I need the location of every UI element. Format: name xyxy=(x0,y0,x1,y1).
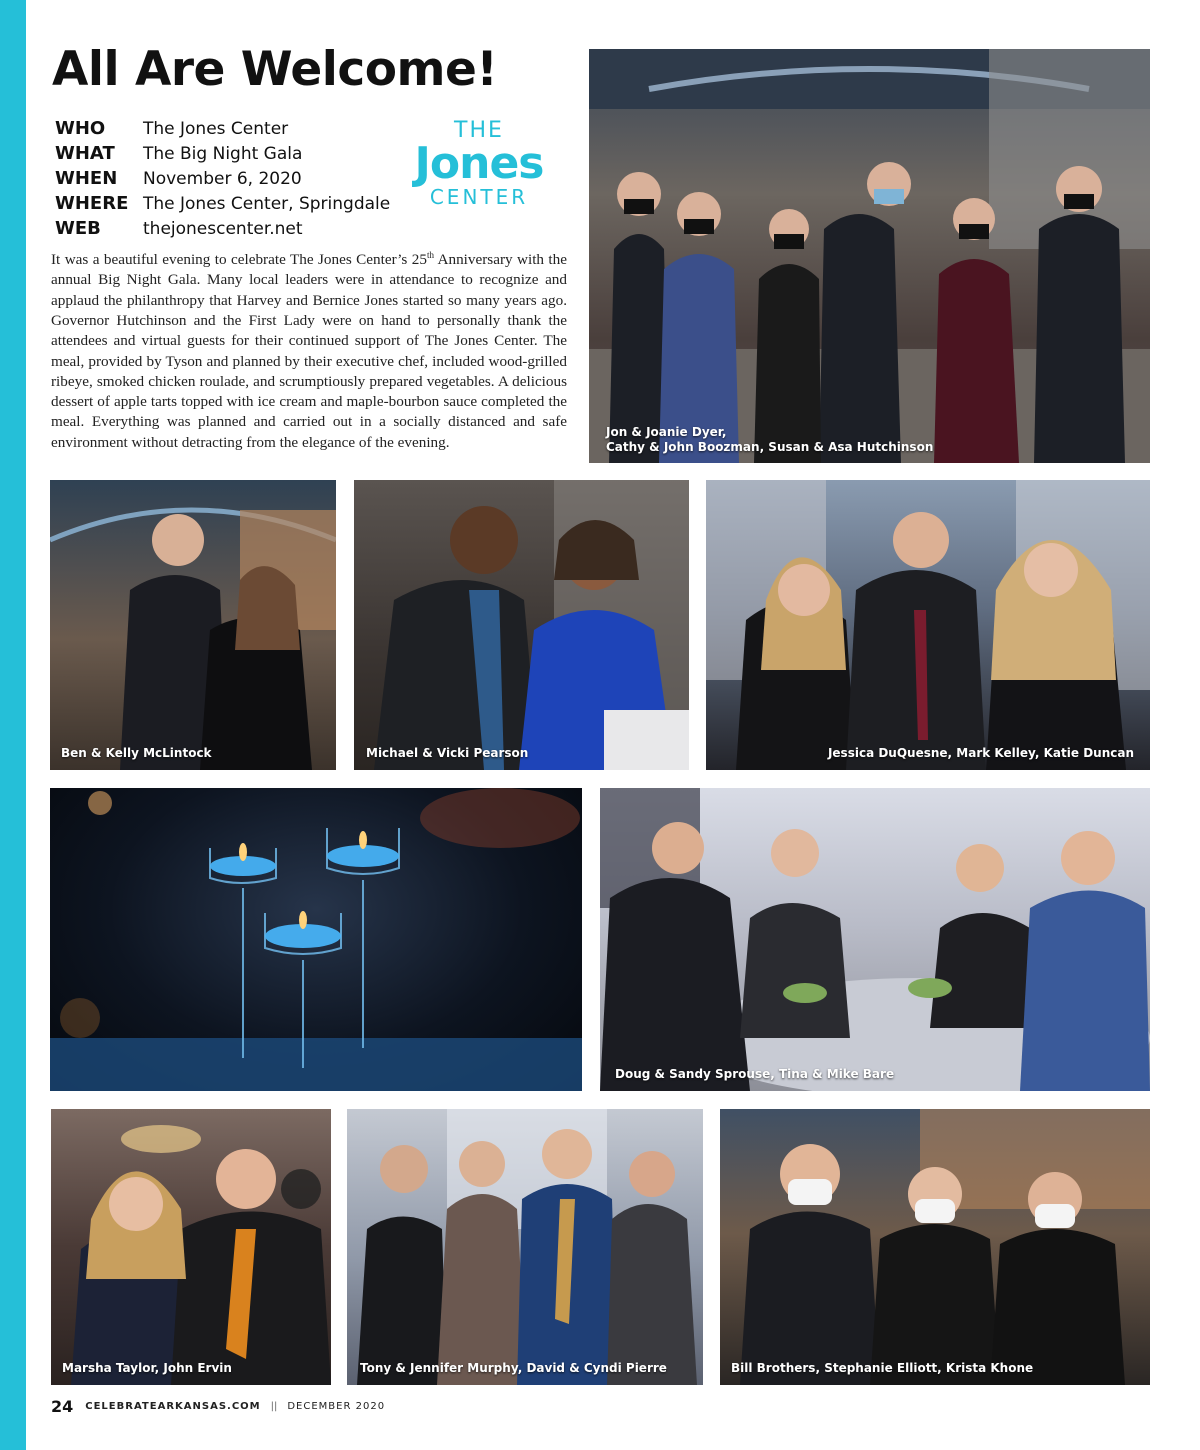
logo-line-jones: Jones xyxy=(414,138,544,189)
photo-placeholder-image xyxy=(706,480,1150,770)
fact-web xyxy=(55,216,390,241)
logo-line-center: CENTER xyxy=(429,185,529,209)
photo-caption: Doug & Sandy Sprouse, Tina & Mike Bare xyxy=(615,1067,895,1081)
photo-brothers-elliott-khone xyxy=(720,1109,1150,1385)
page-title: All Are Welcome! xyxy=(52,42,498,97)
logo-line-the: THE xyxy=(454,118,504,143)
photo-placeholder-image xyxy=(589,49,1150,463)
fact-label: WHAT xyxy=(55,143,115,164)
photo-placeholder-image xyxy=(354,480,689,770)
photo-duquesne-kelley-duncan xyxy=(706,480,1150,770)
fact-value: The Jones Center, Springdale xyxy=(143,193,391,214)
event-facts xyxy=(55,116,390,241)
photo-caption: Michael & Vicki Pearson xyxy=(366,746,529,760)
fact-where xyxy=(55,191,390,216)
photo-taylor-ervin xyxy=(51,1109,331,1385)
website-link[interactable]: thejonescenter.net xyxy=(143,218,303,239)
photo-dyer-boozman-hutchinson xyxy=(589,49,1150,463)
photo-placeholder-image xyxy=(50,480,336,770)
caption-line-2: Cathy & John Boozman, Susan & Asa Hutchinson xyxy=(606,440,934,454)
fact-when xyxy=(55,166,390,191)
photo-candles xyxy=(50,788,582,1091)
photo-caption: Bill Brothers, Stephanie Elliott, Krista Khone xyxy=(731,1361,1034,1375)
caption-line-1: Jon & Joanie Dyer, xyxy=(606,425,727,439)
photo-caption: Tony & Jennifer Murphy, David & Cyndi Pierre xyxy=(360,1361,667,1375)
fact-value: The Big Night Gala xyxy=(143,143,303,164)
photo-pearson xyxy=(354,480,689,770)
fact-value: The Jones Center xyxy=(143,118,289,139)
fact-who xyxy=(55,116,390,141)
photo-placeholder-image xyxy=(50,788,582,1091)
footer-site[interactable]: CELEBRATEARKANSAS.COM xyxy=(85,1401,261,1412)
footer-issue: DECEMBER 2020 xyxy=(287,1401,386,1412)
article-text-part1: It was a beautiful evening to celebrate The Jones Center’s 25 xyxy=(51,251,427,269)
photo-caption: Jessica DuQuesne, Mark Kelley, Katie Duncan xyxy=(827,746,1134,760)
fact-label: WHEN xyxy=(55,168,118,189)
photo-placeholder-image xyxy=(347,1109,703,1385)
page-footer xyxy=(51,1397,385,1416)
photo-caption: Marsha Taylor, John Ervin xyxy=(62,1361,232,1375)
photo-placeholder-image xyxy=(51,1109,331,1385)
ordinal-suffix: th xyxy=(426,250,434,260)
photo-murphy-pierre xyxy=(347,1109,703,1385)
photo-mclintock xyxy=(50,480,336,770)
fact-value: November 6, 2020 xyxy=(143,168,302,189)
fact-what xyxy=(55,141,390,166)
photo-placeholder-image xyxy=(720,1109,1150,1385)
article-text-part2: Anniversary with the annual Big Night Gala. Many local leaders were in attendance to recognize and applaud the philanthropy that Harvey and Bernice Jones started so many years ago. Governor Hutchinson and the First Lady were on hand to personally thank the attendees and virtual guests for their continued support of The Jones Center. The meal, provided by Tyson and planned by their executive chef, included wood-grilled ribeye, smoked chicken roulade, and scrumptiously prepared vegetables. A delicious dessert of apple tarts topped with ice cream and maple-bourbon sauce completed the meal. Everything was planned and carried out in a socially distanced and safe environment without detracting from the elegance of the evening. xyxy=(51,251,567,451)
fact-label: WEB xyxy=(55,218,101,239)
fact-label: WHERE xyxy=(55,193,129,214)
footer-separator: || xyxy=(270,1401,278,1412)
photo-placeholder-image xyxy=(600,788,1150,1091)
jones-center-logo xyxy=(384,120,574,216)
accent-side-bar xyxy=(0,0,26,1450)
page-number: 24 xyxy=(51,1397,74,1416)
fact-label: WHO xyxy=(55,118,106,139)
photo-caption xyxy=(606,425,933,455)
article-body xyxy=(51,245,567,453)
photo-caption: Ben & Kelly McLintock xyxy=(61,746,212,760)
photo-sprouse-bare xyxy=(600,788,1150,1091)
